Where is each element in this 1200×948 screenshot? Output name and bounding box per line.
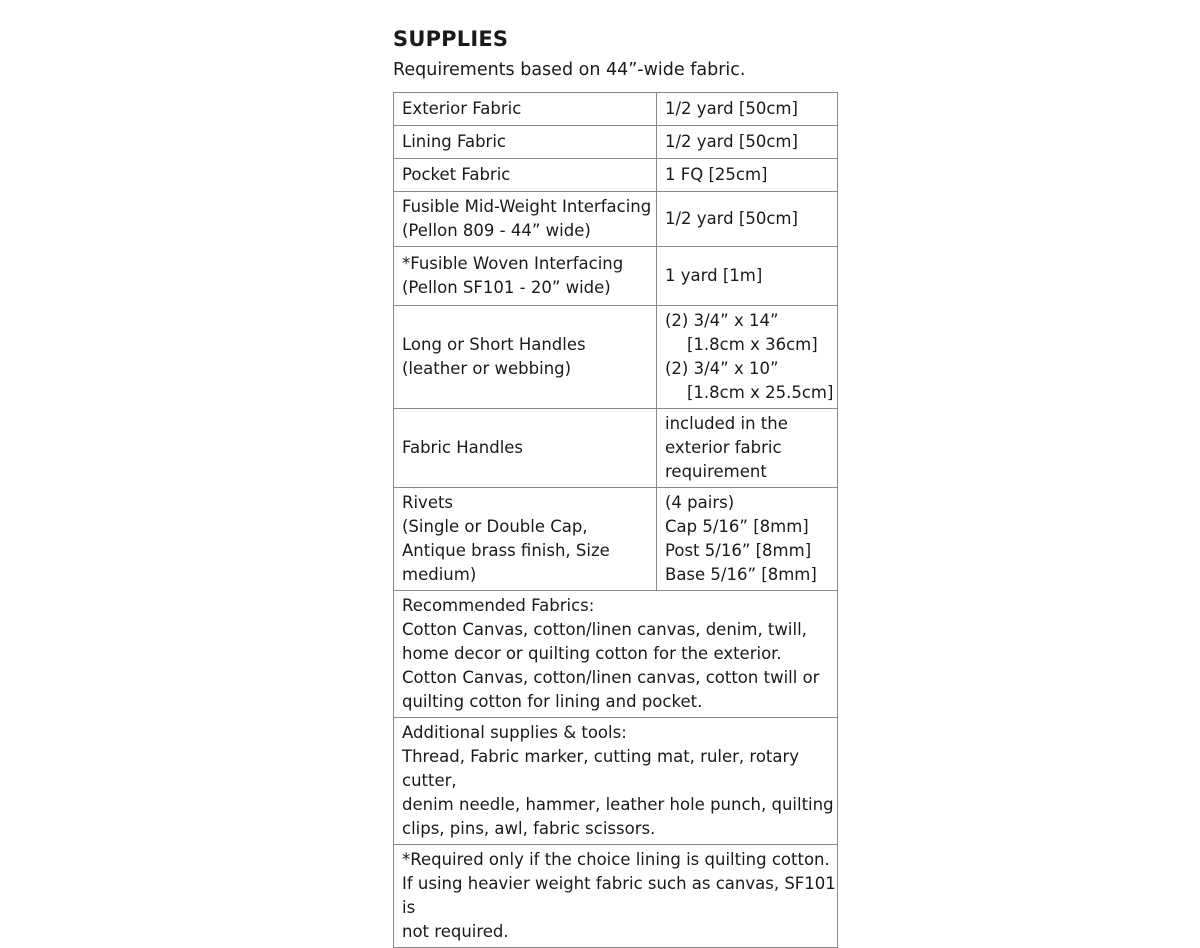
supply-amount: 1 FQ [25cm] (657, 159, 838, 192)
supply-amount: 1/2 yard [50cm] (657, 93, 838, 126)
required-footnote: *Required only if the choice lining is quilting cotton. If using heavier weight fabric such as canvas, SF101 is not required. (394, 845, 838, 948)
additional-supplies-note: Additional supplies & tools: Thread, Fabric marker, cutting mat, ruler, rotary cutter, denim needle, hammer, leather hole punch, quilting clips, pins, awl, fabric scissors. (394, 718, 838, 845)
table-row (394, 159, 838, 192)
supply-item: Fusible Mid-Weight Interfacing (Pellon 809 - 44” wide) (394, 192, 657, 247)
supply-item: Fabric Handles (394, 409, 657, 488)
supplies-section (393, 24, 837, 948)
supply-item: Pocket Fabric (394, 159, 657, 192)
supply-amount: 1/2 yard [50cm] (657, 126, 838, 159)
supply-amount: 1 yard [1m] (657, 247, 838, 306)
table-row (394, 192, 838, 247)
section-heading: SUPPLIES (393, 27, 509, 51)
supply-item: Rivets (Single or Double Cap, Antique brass finish, Size medium) (394, 488, 657, 591)
supply-item: Long or Short Handles (leather or webbing) (394, 306, 657, 409)
supplies-table (393, 92, 838, 948)
handle-size-metric: [1.8cm x 25.5cm] (687, 383, 834, 402)
handle-size-line: (2) 3/4” x 14” (665, 311, 779, 330)
requirements-note: Requirements based on 44”-wide fabric. (393, 60, 746, 80)
handle-size-metric: [1.8cm x 36cm] (687, 335, 818, 354)
table-row (394, 718, 838, 845)
table-row (394, 247, 838, 306)
table-row (394, 126, 838, 159)
table-row (394, 591, 838, 718)
table-row (394, 845, 838, 948)
supply-amount: included in the exterior fabric requirement (657, 409, 838, 488)
table-row (394, 93, 838, 126)
supply-item: Lining Fabric (394, 126, 657, 159)
table-row (394, 306, 838, 409)
supply-item: *Fusible Woven Interfacing (Pellon SF101 - 20” wide) (394, 247, 657, 306)
supply-amount: (4 pairs) Cap 5/16” [8mm] Post 5/16” [8mm] Base 5/16” [8mm] (657, 488, 838, 591)
supply-amount (657, 306, 838, 409)
supply-amount: 1/2 yard [50cm] (657, 192, 838, 247)
table-row (394, 409, 838, 488)
supply-item: Exterior Fabric (394, 93, 657, 126)
table-row (394, 488, 838, 591)
handle-size-line: (2) 3/4” x 10” (665, 359, 779, 378)
recommended-fabrics-note: Recommended Fabrics: Cotton Canvas, cotton/linen canvas, denim, twill, home decor or quilting cotton for the exterior. Cotton Canvas, cotton/linen canvas, cotton twill or quilting cotton for lining and pocket. (394, 591, 838, 718)
